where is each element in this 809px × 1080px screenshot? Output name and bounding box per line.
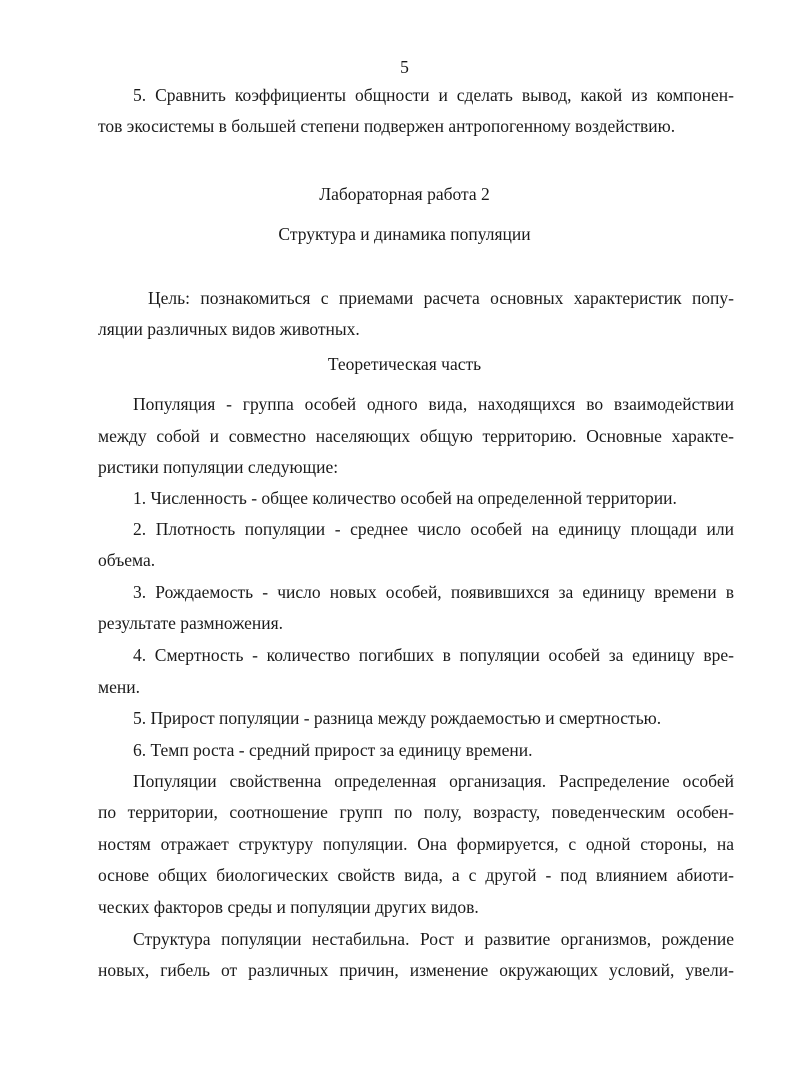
theory-heading: Теоретическая часть	[327, 354, 482, 374]
lab-subtitle: Структура и динамика популяции	[278, 224, 531, 244]
characteristic-item-3-line-2: результате размножения.	[98, 613, 283, 633]
intro-line-1: Популяция - группа особей одного вида, находящихся во взаимодействии	[133, 394, 734, 414]
characteristic-item-5: 5. Прирост популяции - разница между рождаемостью и смертностью.	[133, 708, 662, 728]
characteristic-item-4-line-1: 4. Смертность - количество погибших в популяции особей за единицу вре-	[133, 645, 734, 665]
characteristic-item-2-line-2: объема.	[98, 550, 156, 570]
prev-item-line-2: тов экосистемы в большей степени подвержен антропогенному воздействию.	[98, 116, 676, 136]
intro-line-3: ристики популяции следующие:	[98, 457, 339, 477]
organization-line-4: основе общих биологических свойств вида, а с другой - под влиянием абиоти-	[98, 865, 734, 885]
goal-line-2: ляции различных видов животных.	[98, 319, 360, 339]
organization-line-1: Популяции свойственна определенная организация. Распределение особей	[133, 771, 734, 791]
page-number: 5	[400, 57, 409, 77]
characteristic-item-4-line-2: мени.	[98, 677, 140, 697]
characteristic-item-2-line-1: 2. Плотность популяции - среднее число особей на единицу площади или	[133, 519, 734, 539]
goal-line-1: Цель: познакомиться с приемами расчета основных характеристик попу-	[148, 288, 734, 308]
prev-item-line-1: 5. Сравнить коэффициенты общности и сделать вывод, какой из компонен-	[133, 85, 734, 105]
characteristic-item-1: 1. Численность - общее количество особей на определенной территории.	[133, 488, 677, 508]
lab-title: Лабораторная работа 2	[319, 184, 490, 204]
intro-line-2: между собой и совместно населяющих общую территорию. Основные характе-	[98, 426, 734, 446]
organization-line-3: ностям отражает структуру популяции. Она формируется, с одной стороны, на	[98, 834, 734, 854]
instability-line-2: новых, гибель от различных причин, изменение окружающих условий, увели-	[98, 960, 734, 980]
organization-line-5: ческих факторов среды и популяции других видов.	[98, 897, 479, 917]
characteristic-item-6: 6. Темп роста - средний прирост за единицу времени.	[133, 740, 533, 760]
organization-line-2: по территории, соотношение групп по полу, возрасту, поведенческим особен-	[98, 802, 734, 822]
instability-line-1: Структура популяции нестабильна. Рост и развитие организмов, рождение	[133, 929, 734, 949]
characteristic-item-3-line-1: 3. Рождаемость - число новых особей, появившихся за единицу времени в	[133, 582, 734, 602]
